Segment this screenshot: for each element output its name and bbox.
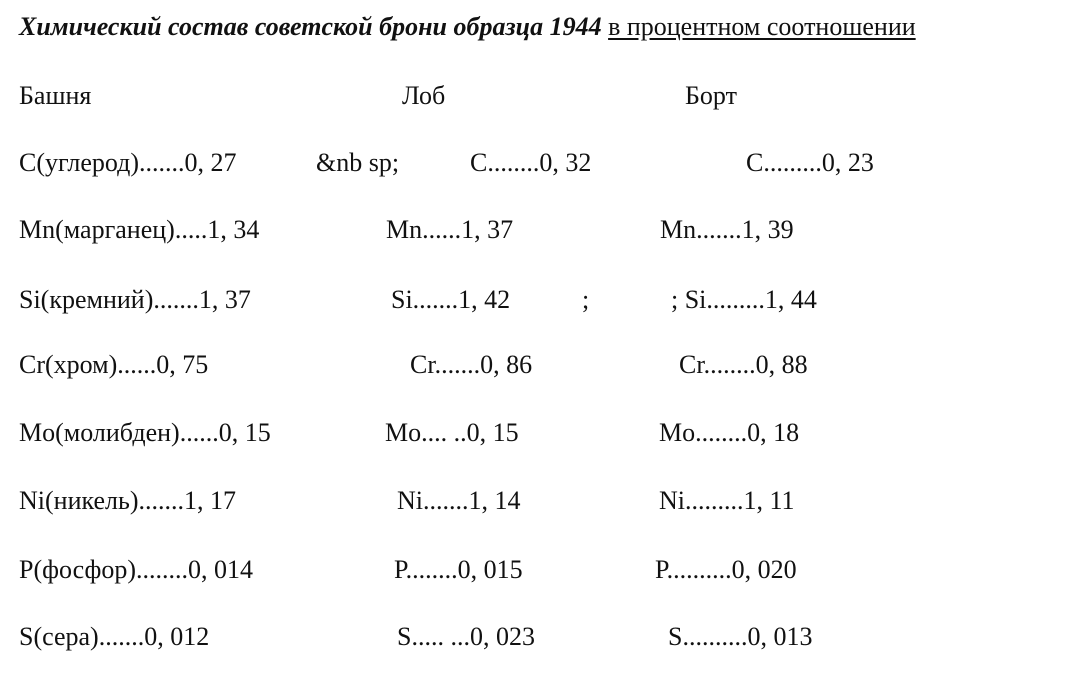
- side-phosphorus: P..........0, 020: [655, 555, 797, 584]
- turret-nickel: Ni(никель).......1, 17: [19, 486, 237, 515]
- stray-entity-text: &nb sp;: [316, 148, 400, 177]
- title-main: Химический состав советской брони образца 1944: [19, 12, 602, 41]
- side-manganese: Mn.......1, 39: [660, 215, 794, 244]
- side-carbon: C.........0, 23: [746, 148, 874, 177]
- document-title: [19, 12, 916, 42]
- front-phosphorus: P........0, 015: [394, 555, 523, 584]
- turret-phosphorus: P(фосфор)........0, 014: [19, 555, 253, 584]
- turret-chromium: Cr(хром)......0, 75: [19, 350, 209, 379]
- front-silicon: Si.......1, 42: [391, 285, 511, 314]
- side-nickel: Ni.........1, 11: [659, 486, 795, 515]
- header-side: Борт: [685, 81, 737, 110]
- stray-semicolon: ;: [582, 285, 590, 314]
- side-molybdenum: Mo........0, 18: [659, 418, 800, 447]
- side-sulfur: S..........0, 013: [668, 622, 813, 651]
- front-manganese: Mn......1, 37: [386, 215, 514, 244]
- front-molybdenum: Mo.... ..0, 15: [385, 418, 519, 447]
- turret-silicon: Si(кремний).......1, 37: [19, 285, 251, 314]
- front-nickel: Ni.......1, 14: [397, 486, 521, 515]
- front-carbon: C........0, 32: [470, 148, 592, 177]
- turret-carbon: C(углерод).......0, 27: [19, 148, 237, 177]
- turret-manganese: Mn(марганец).....1, 34: [19, 215, 260, 244]
- front-chromium: Cr.......0, 86: [410, 350, 533, 379]
- title-subtitle: в процентном соотношении: [608, 12, 916, 41]
- header-turret: Башня: [19, 81, 92, 110]
- turret-sulfur: S(сера).......0, 012: [19, 622, 210, 651]
- front-sulfur: S..... ...0, 023: [397, 622, 535, 651]
- header-front: Лоб: [402, 81, 446, 110]
- side-chromium: Cr........0, 88: [679, 350, 808, 379]
- side-silicon: ; Si.........1, 44: [671, 285, 817, 314]
- turret-molybdenum: Mo(молибден)......0, 15: [19, 418, 271, 447]
